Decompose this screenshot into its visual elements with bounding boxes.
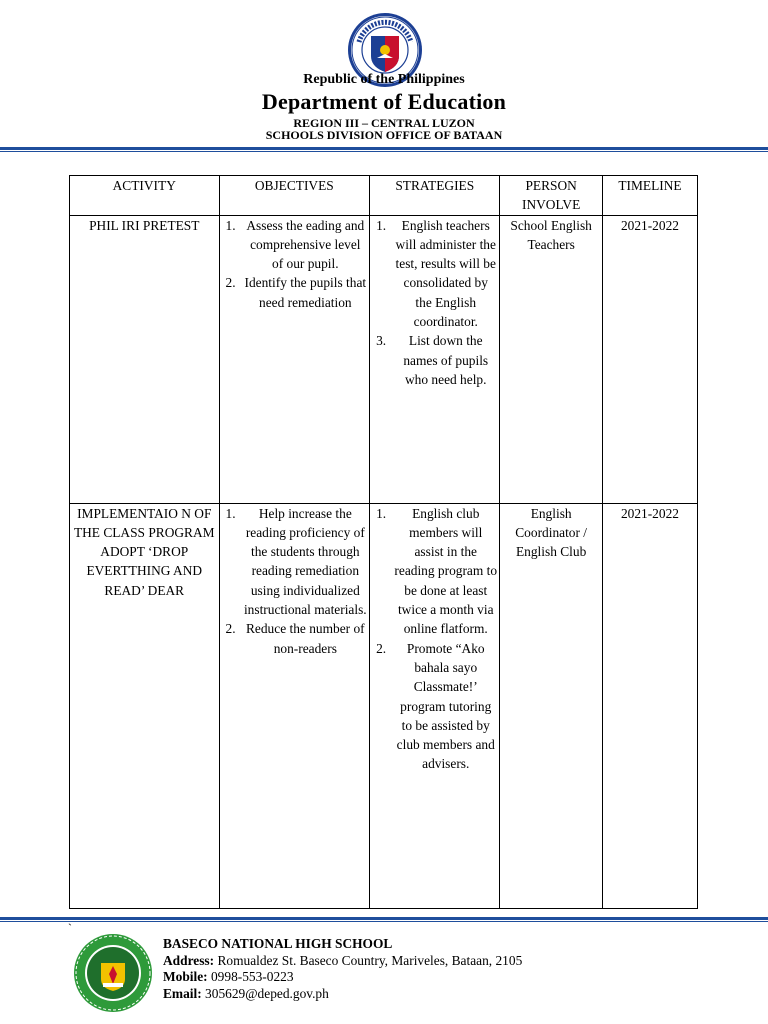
- strategies-cell: [370, 503, 500, 908]
- objective-item: 2. Reduce the number of non-readers: [225, 621, 365, 656]
- person-cell: School English Teachers: [500, 215, 603, 503]
- footer-divider-thin: [0, 921, 768, 922]
- school-contact-block: [163, 936, 522, 1002]
- column-header-person-involve: PERSON INVOLVE: [500, 176, 603, 216]
- footer-divider: [0, 917, 768, 920]
- timeline-cell: 2021-2022: [602, 215, 697, 503]
- column-header-timeline: TIMELINE: [602, 176, 697, 216]
- school-logo: [73, 933, 153, 1013]
- strategy-item: 1. English club members will assist in the reading program to be done at least twice a month via online flatform.: [376, 505, 498, 637]
- column-header-activity: ACTIVITY: [70, 176, 220, 216]
- strategies-cell: [370, 215, 500, 503]
- division-heading: SCHOOLS DIVISION OFFICE OF BATAAN: [265, 128, 503, 142]
- header-divider: [0, 147, 768, 150]
- objective-item: 1. Help increase the reading proficiency of the students through reading remediation using individualized instructional materials.: [225, 505, 367, 618]
- table-row: [70, 503, 698, 908]
- table-header-row: [70, 176, 698, 216]
- action-plan-table: [69, 175, 698, 909]
- objectives-cell: [219, 503, 370, 908]
- person-cell: English Coordinator / English Club: [500, 503, 603, 908]
- stray-mark: `: [68, 921, 72, 935]
- table-row: [70, 215, 698, 503]
- republic-heading: Republic of the Philippines: [303, 72, 465, 87]
- objective-item: 2. Identify the pupils that need remediation: [225, 275, 367, 310]
- strategy-item: 3. List down the names of pupils who need help.: [376, 333, 489, 387]
- activity-cell: IMPLEMENTAIO N OF THE CLASS PROGRAM ADOPT ‘DROP EVERTTHING AND READ’ DEAR: [70, 503, 220, 908]
- email-line: Email: 305629@deped.gov.ph: [163, 985, 329, 1001]
- region-heading: REGION III – CENTRAL LUZON: [293, 116, 475, 130]
- department-heading: Department of Education: [261, 89, 507, 114]
- activity-cell: PHIL IRI PRETEST: [70, 215, 220, 503]
- strategy-item: 2. Promote “Ako bahala sayo Classmate!’ program tutoring to be assisted by club members and advisers.: [376, 640, 495, 772]
- objectives-cell: [219, 215, 370, 503]
- timeline-cell: 2021-2022: [602, 503, 697, 908]
- objective-item: 1. Assess the eading and comprehensive level of our pupil.: [225, 217, 365, 272]
- column-header-objectives: OBJECTIVES: [219, 176, 370, 216]
- school-name: BASECO NATIONAL HIGH SCHOOL: [163, 936, 393, 951]
- header-divider-thin: [0, 151, 768, 152]
- column-header-strategies: STRATEGIES: [370, 176, 500, 216]
- address-line: Address: Romualdez St. Baseco Country, Mariveles, Bataan, 2105: [163, 952, 523, 968]
- mobile-line: Mobile: 0998-553-0223: [163, 969, 294, 984]
- strategy-item: 1. English teachers will administer the test, results will be consolidated by the English coordinator.: [376, 217, 496, 330]
